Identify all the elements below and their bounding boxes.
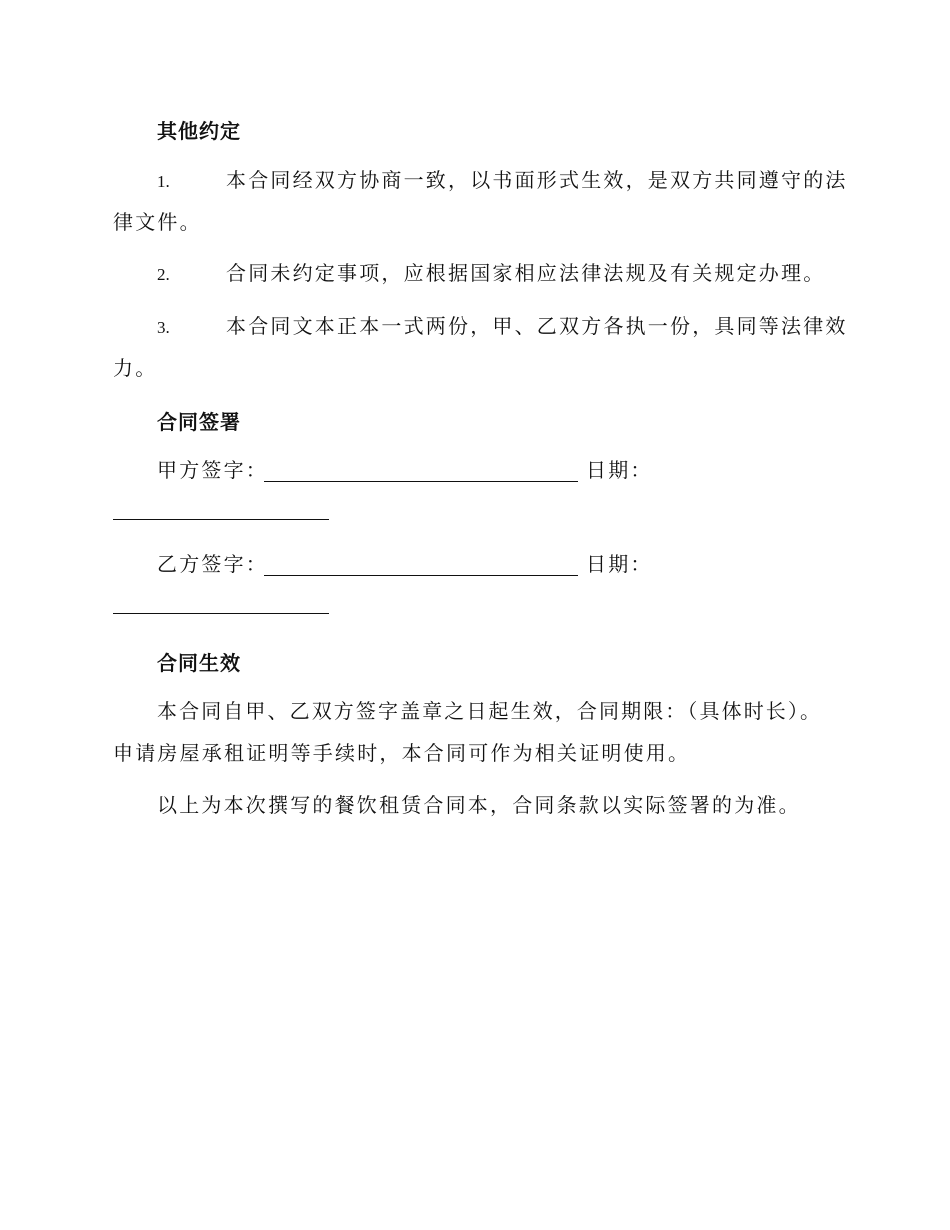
party-b-signature-row: [157, 552, 857, 578]
item-3-line-1: 本合同文本正本一式两份，甲、乙双方各执一份，具同等法律效: [226, 314, 848, 338]
section-title-sign: 合同签署: [157, 410, 241, 434]
item-1-line-2: 律文件。: [113, 210, 202, 234]
effect-para-line-1: 本合同自甲、乙双方签字盖章之日起生效，合同期限：（具体时长）。: [157, 699, 823, 723]
section-title-effect: 合同生效: [157, 651, 241, 675]
party-a-date-line[interactable]: [113, 519, 329, 520]
party-b-label: 乙方签字：: [157, 552, 268, 576]
section-title-other: 其他约定: [157, 119, 241, 143]
party-b-date-line[interactable]: [113, 613, 329, 614]
party-b-signature-line[interactable]: [264, 575, 578, 576]
effect-para-line-2: 申请房屋承租证明等手续时，本合同可作为相关证明使用。: [113, 741, 691, 765]
item-number-3: 3.: [157, 318, 170, 337]
closing-statement: 以上为本次撰写的餐饮租赁合同本，合同条款以实际签署的为准。: [157, 793, 801, 817]
item-number-2: 2.: [157, 265, 170, 284]
party-a-signature-line[interactable]: [264, 481, 578, 482]
item-number-1: 1.: [157, 172, 170, 191]
item-3-line-2: 力。: [113, 356, 158, 380]
party-b-date-label: 日期：: [586, 552, 653, 576]
item-1-line-1: 本合同经双方协商一致，以书面形式生效，是双方共同遵守的法: [226, 168, 848, 192]
party-a-signature-row: [157, 458, 857, 484]
party-a-date-label: 日期：: [586, 458, 653, 482]
item-2-line-1: 合同未约定事项，应根据国家相应法律法规及有关规定办理。: [226, 261, 826, 285]
party-a-label: 甲方签字：: [157, 458, 268, 482]
